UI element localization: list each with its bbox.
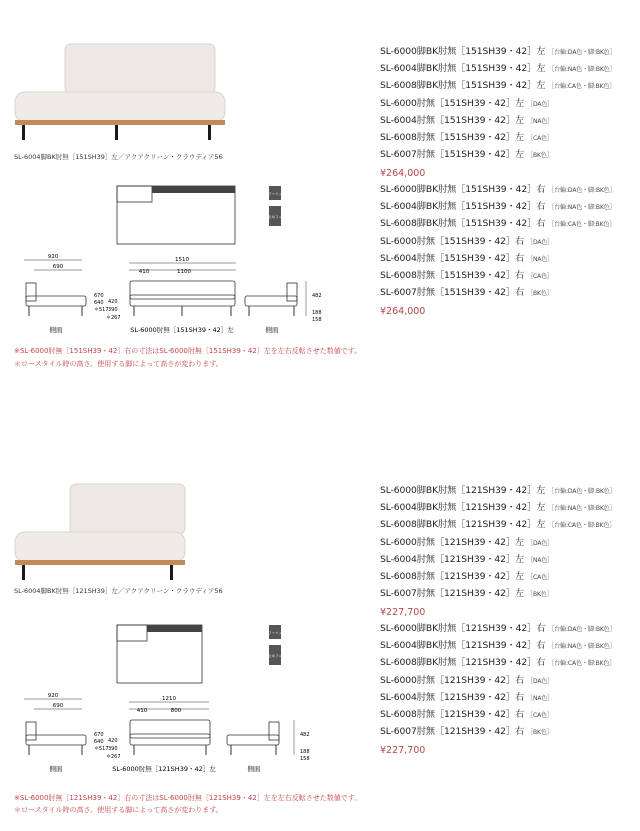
model-list-left <box>380 44 635 179</box>
legend-mat-label: ソファマット <box>264 631 286 635</box>
dim-seat-width: 800 <box>170 708 182 714</box>
photo-caption: SL-6004脚BK肘無［151SH39］左／アクアクリーン・クラウディア56 <box>14 153 223 161</box>
dim-width: 1210 <box>162 696 176 702</box>
dim-h517: ＊517 <box>94 307 109 313</box>
dim-h158: 158 <box>312 317 322 323</box>
model-line: SL-6000肘無［151SH39・42］左 ［DA色］ <box>380 97 554 109</box>
dim-depth: 920 <box>47 693 59 699</box>
model-line: SL-6007肘無［121SH39・42］右 ［BK色］ <box>380 726 553 738</box>
model-line: SL-6008肘無［151SH39・42］右 ［CA色］ <box>380 270 553 282</box>
price-right: ¥264,000 <box>380 306 426 318</box>
sofa-photo <box>10 42 235 150</box>
legend-felt-label: 滑り止めフェルト <box>261 215 289 219</box>
footnote: ＊ロースタイル時の高さ。使用する脚によって高さが変わります。 <box>14 360 223 368</box>
dim-h482: 482 <box>300 732 310 738</box>
price-left: ¥227,700 <box>380 607 426 619</box>
model-line: SL-6004脚BK肘無［121SH39・42］右 ［台輪:NA色・脚:BK色］ <box>380 640 616 652</box>
dim-arm: 410 <box>138 269 150 275</box>
dim-h390: 390 <box>108 307 118 313</box>
model-line: SL-6004肘無［151SH39・42］右 ［NA色］ <box>380 252 554 264</box>
model-line: SL-6007肘無［151SH39・42］左 ［BK色］ <box>380 149 553 161</box>
footnote: ※SL-6000肘無［151SH39・42］右の寸法はSL-6000肘無［151SH39・42］左を左右反転させた数値です。 <box>14 347 362 355</box>
dimension-drawing <box>14 622 344 782</box>
dim-depth: 920 <box>47 254 59 260</box>
model-line: SL-6004肘無［151SH39・42］左 ［NA色］ <box>380 114 554 126</box>
model-line: SL-6004脚BK肘無［121SH39・42］左 ［台輪:NA色・脚:BK色］ <box>380 502 616 514</box>
dim-seat-depth: 690 <box>52 703 64 709</box>
model-line: SL-6000脚BK肘無［121SH39・42］右 ［台輪:DA色・脚:BK色］ <box>380 623 616 634</box>
model-line: SL-6007肘無［121SH39・42］左 ［BK色］ <box>380 588 553 600</box>
model-line: SL-6000脚BK肘無［151SH39・42］左 ［台輪:DA色・脚:BK色］ <box>380 46 616 57</box>
side-view-label-left: 側面 <box>49 765 63 773</box>
side-view-label-left: 側面 <box>49 326 63 334</box>
front-view-label: SL-6000肘無［151SH39・42］左 <box>130 326 234 334</box>
model-line: SL-6007肘無［151SH39・42］右 ［BK色］ <box>380 287 553 299</box>
dim-h670: 670 <box>94 293 104 299</box>
price-right: ¥227,700 <box>380 745 426 757</box>
price-left: ¥264,000 <box>380 168 426 180</box>
front-view-label: SL-6000肘無［121SH39・42］左 <box>112 765 216 773</box>
dim-h670: 670 <box>94 732 104 738</box>
dim-h482: 482 <box>312 293 322 299</box>
model-line: SL-6008脚BK肘無［151SH39・42］左 ［台輪:CA色・脚:BK色］ <box>380 80 616 92</box>
model-line: SL-6008肘無［121SH39・42］左 ［CA色］ <box>380 571 553 583</box>
dim-h267: ＊267 <box>106 754 121 760</box>
model-line: SL-6000肘無［121SH39・42］右 ［DA色］ <box>380 674 554 686</box>
model-line: SL-6008肘無［121SH39・42］右 ［CA色］ <box>380 709 553 721</box>
model-line: SL-6000脚BK肘無［121SH39・42］左 ［台輪:DA色・脚:BK色］ <box>380 485 616 496</box>
dimension-drawing <box>14 183 344 343</box>
model-line: SL-6008肘無［151SH39・42］左 ［CA色］ <box>380 132 553 144</box>
model-line: SL-6008脚BK肘無［121SH39・42］左 ［台輪:CA色・脚:BK色］ <box>380 519 616 531</box>
model-list-right <box>380 182 635 317</box>
sofa-photo <box>10 482 235 590</box>
dim-h420: 420 <box>108 738 118 744</box>
model-line: SL-6000肘無［151SH39・42］右 ［DA色］ <box>380 235 554 247</box>
dim-h267: ＊267 <box>106 315 121 321</box>
dim-h188: 188 <box>312 310 322 316</box>
dim-h420: 420 <box>108 299 118 305</box>
model-line: SL-6008脚BK肘無［121SH39・42］右 ［台輪:CA色・脚:BK色］ <box>380 657 616 669</box>
photo-caption: SL-6004脚BK肘無［121SH39］左／アクアクリーン・クラウディア56 <box>14 587 223 595</box>
model-line: SL-6004脚BK肘無［151SH39・42］右 ［台輪:NA色・脚:BK色］ <box>380 201 616 213</box>
product-section-121 <box>0 440 640 831</box>
dim-h158: 158 <box>300 756 310 762</box>
side-view-label-right: 側面 <box>265 326 279 334</box>
model-list-left <box>380 483 635 618</box>
dim-seat-width: 1100 <box>177 269 191 275</box>
dim-h640: 640 <box>94 739 104 745</box>
model-line: SL-6008脚BK肘無［151SH39・42］右 ［台輪:CA色・脚:BK色］ <box>380 218 616 230</box>
model-line: SL-6000脚BK肘無［151SH39・42］右 ［台輪:DA色・脚:BK色］ <box>380 184 616 195</box>
side-view-label-right: 側面 <box>247 765 261 773</box>
dim-seat-depth: 690 <box>52 264 64 270</box>
model-line: SL-6000肘無［121SH39・42］左 ［DA色］ <box>380 536 554 548</box>
legend-felt-label: 滑り止めフェルト <box>261 654 289 658</box>
dim-h188: 188 <box>300 749 310 755</box>
model-line: SL-6004脚BK肘無［151SH39・42］左 ［台輪:NA色・脚:BK色］ <box>380 63 616 75</box>
model-line: SL-6004肘無［121SH39・42］右 ［NA色］ <box>380 691 554 703</box>
dim-h517: ＊517 <box>94 746 109 752</box>
legend-mat-label: ソファマット <box>264 192 286 196</box>
product-section-151 <box>0 0 640 400</box>
footnote: ※SL-6000肘無［121SH39・42］右の寸法はSL-6000肘無［121SH39・42］左を左右反転させた数値です。 <box>14 794 362 802</box>
dim-h390: 390 <box>108 746 118 752</box>
footnote: ＊ロースタイル時の高さ。使用する脚によって高さが変わります。 <box>14 806 223 814</box>
dim-h640: 640 <box>94 300 104 306</box>
model-line: SL-6004肘無［121SH39・42］左 ［NA色］ <box>380 553 554 565</box>
dim-width: 1510 <box>175 257 189 263</box>
model-list-right <box>380 621 635 756</box>
dim-arm: 410 <box>136 708 148 714</box>
